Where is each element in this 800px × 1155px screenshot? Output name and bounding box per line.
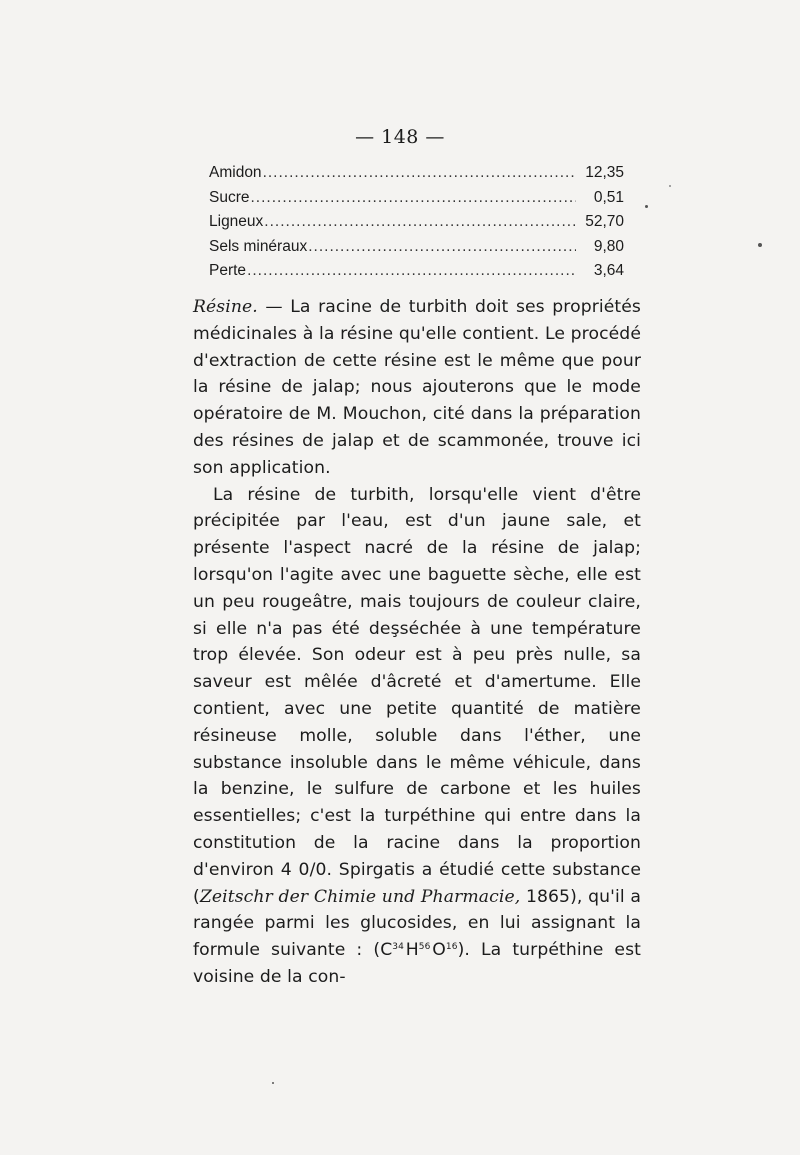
- paragraph-text: — La racine de turbith doit ses propriétés médicinales à la résine qu'elle contient. Le procédé d'extraction de cette résine est le même que pour la résine de jalap; nous ajouterons que le mode opératoire de M. Mouchon, cité dans la préparation des résines de jalap et de scammonée, trouve ici son application.: [193, 297, 641, 478]
- composition-value: 0,51: [593, 188, 624, 206]
- paragraph-text: 1865), qu'il a rangée parmi les glucosides, en lui assignant la formule suivante : (: [193, 886, 641, 961]
- composition-label: Sels minéraux: [209, 237, 308, 255]
- dot-leader: [264, 213, 576, 231]
- paragraph-text: La résine de turbith, lorsqu'elle vient d'être précipitée par l'eau, est d'un jaune sale, et présente l'aspect nacré de la résine de jalap; lorsqu'on l'agite avec une baguette sèche, elle est un peu rougeâtre, mais toujours de couleur claire, si elle n'a pas été deşséchée à une température trop élevée. Son odeur est à peu près nulle, sa saveur est mêlée d'âcreté et d'amertume. Elle contient, avec une petite quantité de matière résineuse molle, soluble dans l'éther, une substance insoluble dans le même véhicule, dans la benzine, le sulfure de carbone et les huiles essentielles; c'est la turpéthine qui entre dans la constitution de la racine dans la proportion d'environ 4 0/0. Spirgatis a étudié cette substance (: [193, 484, 641, 907]
- paragraph-description: [193, 482, 641, 991]
- composition-row: [209, 164, 624, 189]
- dot-leader: [247, 262, 576, 280]
- composition-row: [209, 189, 624, 214]
- paper-speck: [758, 243, 762, 247]
- paragraph-resine: [193, 294, 641, 482]
- composition-value: 52,70: [585, 213, 624, 231]
- citation: Zeitschr der Chimie und Pharmacie,: [199, 886, 521, 907]
- composition-label: Amidon: [209, 164, 262, 181]
- dot-leader: [251, 189, 577, 207]
- paper-speck: [645, 205, 648, 208]
- composition-row: [209, 213, 624, 238]
- composition-value: 12,35: [585, 164, 624, 181]
- composition-table: [209, 164, 624, 287]
- paragraph-text: ). La turpéthine est voisine de la con-: [193, 940, 641, 987]
- composition-label: Sucre: [209, 188, 250, 206]
- composition-row: [209, 262, 624, 287]
- composition-label: Perte: [209, 262, 247, 280]
- composition-value: 3,64: [593, 262, 624, 280]
- composition-row: [209, 238, 624, 263]
- composition-label: Ligneux: [209, 213, 264, 231]
- page-number: — 148 —: [355, 126, 445, 148]
- paper-speck: [669, 185, 671, 187]
- composition-value: 9,80: [593, 237, 624, 255]
- paper-speck: [272, 1082, 274, 1084]
- dot-leader: [263, 164, 576, 182]
- section-heading: Résine.: [193, 297, 258, 317]
- body-text: [193, 294, 641, 991]
- dot-leader: [308, 238, 576, 256]
- chemical-formula: $C^{34}$ $H^{56}$ $O^{16}$: [380, 940, 458, 961]
